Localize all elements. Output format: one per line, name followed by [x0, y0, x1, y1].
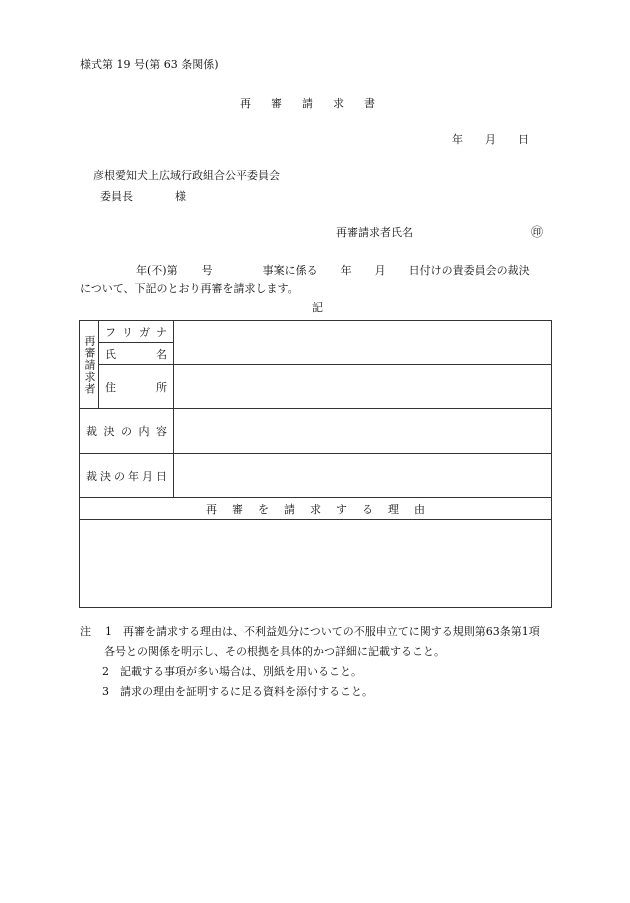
label-char: 決 — [100, 469, 111, 483]
note-number: 3 — [102, 685, 109, 698]
note-text: 各号との関係を明示し、その根拠を具体的かつ詳細に記載すること。 — [104, 645, 445, 658]
label-char: 月 — [142, 469, 153, 483]
name-label — [99, 343, 174, 365]
body-part: 年 — [340, 264, 352, 277]
document-title — [240, 95, 395, 111]
label-char: 再 — [206, 502, 217, 516]
honorific: 様 — [175, 190, 186, 203]
label-char: ナ — [156, 325, 167, 339]
label-char: 年 — [128, 469, 139, 483]
request-form-table — [79, 320, 552, 608]
label-char: を — [258, 502, 269, 516]
label-char: の — [114, 469, 125, 483]
title-char: 求 — [333, 97, 344, 110]
label-char: リ — [122, 325, 133, 339]
address-field[interactable] — [174, 365, 552, 409]
body-line-1 — [80, 262, 530, 278]
label-char: 所 — [156, 380, 167, 394]
form-number: 様式第 19 号(第 63 条関係) — [80, 58, 219, 71]
addressee-chair — [100, 188, 186, 204]
ki-heading: 記 — [312, 301, 323, 314]
requester-group-label: 再審請求者 — [80, 321, 99, 409]
requester-name-label: 再審請求者氏名 — [336, 226, 413, 239]
label-char: る — [362, 502, 373, 516]
body-part: 号 — [201, 264, 213, 277]
seal-mark: ㊞ — [531, 225, 544, 239]
note-3 — [102, 682, 540, 702]
body-part: 日付けの貴委員会の裁決 — [408, 264, 530, 277]
decision-date-label — [80, 454, 174, 498]
label-char: 内 — [138, 425, 150, 438]
note-number: 2 — [102, 665, 109, 678]
date-year: 年 — [452, 133, 463, 146]
decision-content-field[interactable] — [174, 409, 552, 454]
title-char: 再 — [240, 97, 251, 110]
label-char: フ — [105, 325, 116, 339]
label-char: 審 — [232, 502, 243, 516]
title-char: 請 — [302, 97, 313, 110]
address-label — [99, 365, 174, 409]
body-line-2: について、下記のとおり再審を請求します。 — [80, 282, 299, 295]
note-2 — [102, 662, 540, 682]
notes — [80, 622, 540, 702]
label-char: 決 — [103, 425, 115, 438]
date-day: 日 — [518, 133, 529, 146]
label-char: 名 — [156, 347, 167, 361]
label-char: 住 — [105, 380, 116, 394]
label-char: ガ — [139, 325, 150, 339]
label-char: 日 — [156, 469, 167, 483]
decision-date-field[interactable] — [174, 454, 552, 498]
note-number: 1 — [105, 625, 112, 638]
label-char: 由 — [414, 502, 425, 516]
note-text: 請求の理由を証明するに足る資料を添付すること。 — [120, 685, 373, 698]
addressee-committee: 彦根愛知犬上広域行政組合公平委員会 — [93, 169, 280, 182]
reason-header — [80, 498, 552, 520]
furigana-label — [99, 321, 174, 343]
title-char: 審 — [271, 97, 282, 110]
label-char: す — [336, 502, 347, 516]
label-char: 氏 — [105, 347, 116, 361]
date-month: 月 — [485, 133, 496, 146]
label-char: 裁 — [86, 469, 97, 483]
note-1-continued — [104, 642, 540, 662]
name-field[interactable] — [174, 321, 552, 365]
label-char: の — [121, 425, 132, 438]
note-text: 記載する事項が多い場合は、別紙を用いること。 — [120, 665, 362, 678]
note-text: 再審を請求する理由は、不利益処分についての不服申立てに関する規則第63条第1項 — [123, 625, 540, 638]
label-char: 理 — [388, 502, 399, 516]
label-char: 求 — [310, 502, 321, 516]
reason-field[interactable] — [80, 520, 552, 608]
title-char: 書 — [364, 97, 375, 110]
label-char: 容 — [156, 425, 167, 438]
date-line — [452, 131, 551, 147]
chair-label: 委員長 — [100, 190, 133, 203]
body-part: 年(不)第 — [136, 264, 178, 277]
label-char: 請 — [284, 502, 295, 516]
note-1 — [80, 622, 540, 642]
body-part: 月 — [374, 264, 386, 277]
label-char: 裁 — [86, 425, 97, 438]
notes-prefix: 注 — [80, 625, 91, 638]
decision-content-label — [80, 409, 174, 454]
body-part: 事案に係る — [262, 264, 318, 277]
